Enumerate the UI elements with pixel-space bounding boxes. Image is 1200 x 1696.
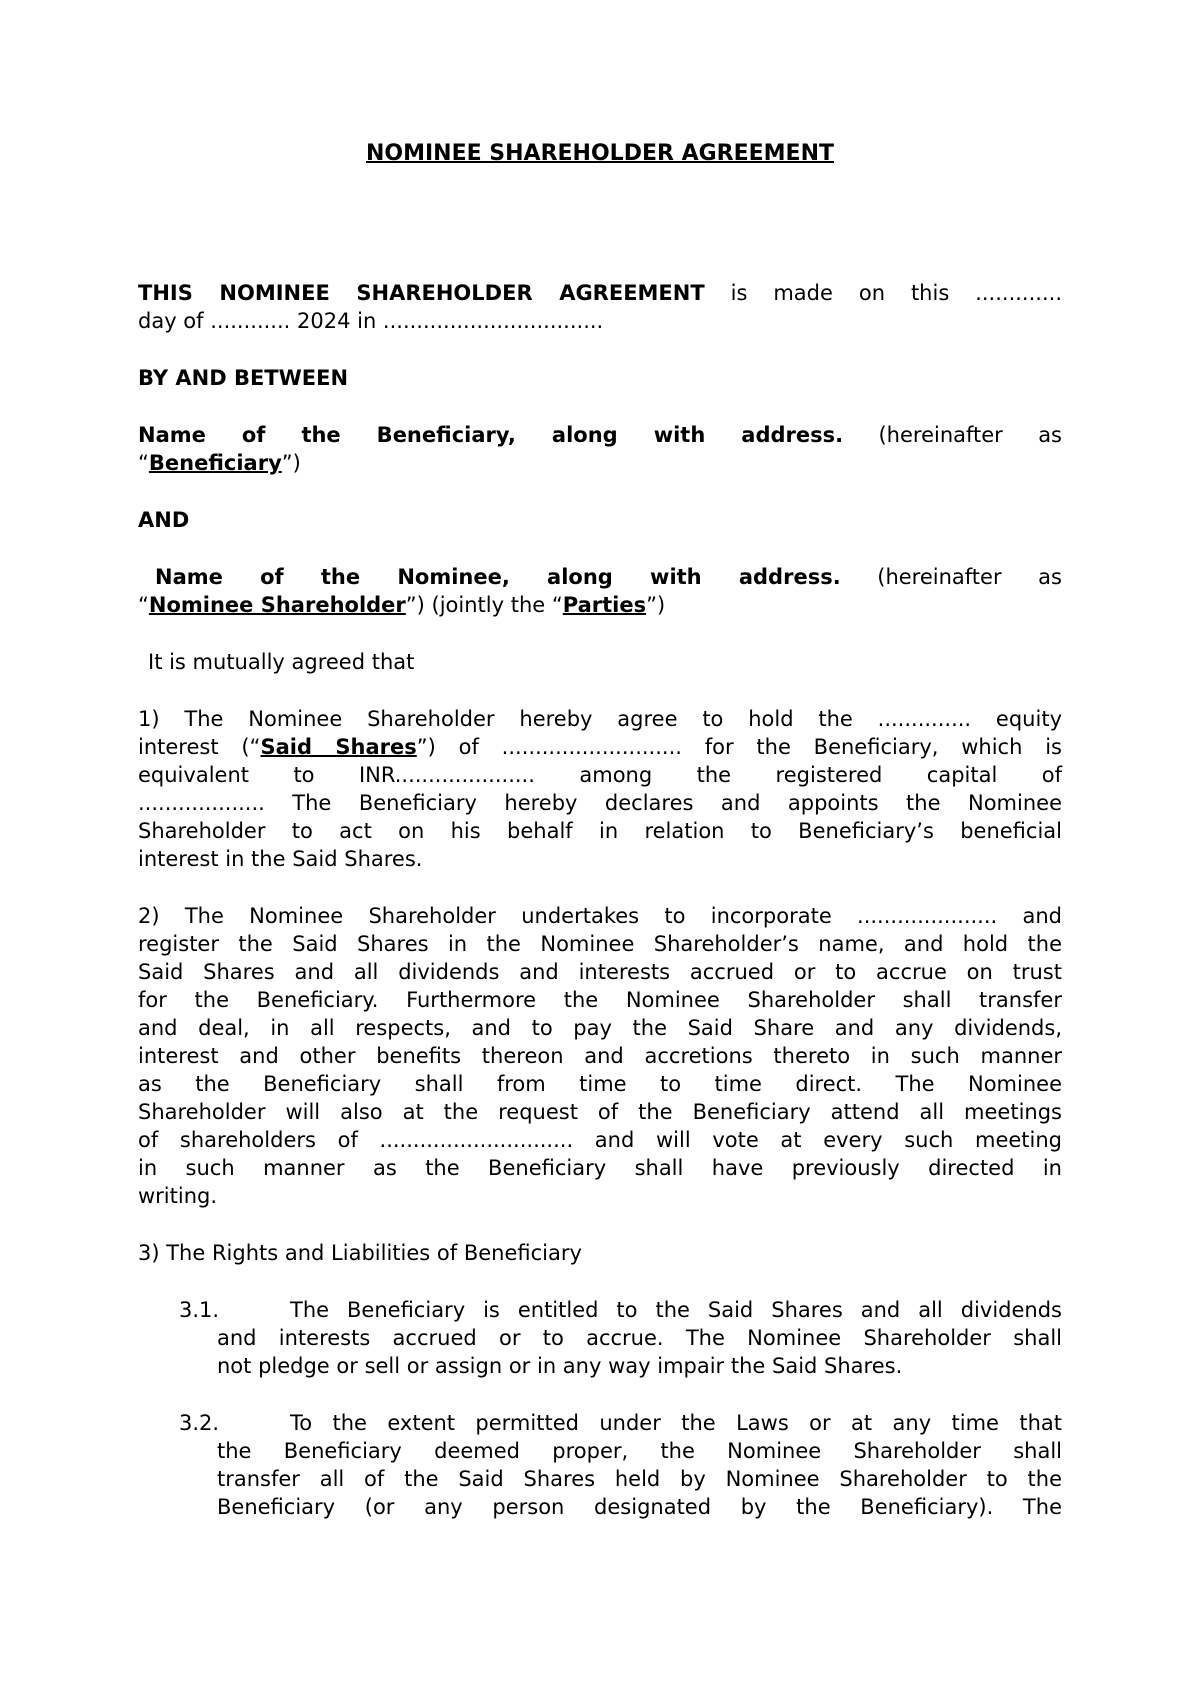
- by-and-between-heading: [138, 364, 1062, 392]
- text-line: [138, 817, 1062, 845]
- text-segment: (hereinafter as: [843, 423, 1062, 447]
- text-line: [138, 761, 1062, 789]
- text-segment: writing.: [138, 1184, 218, 1208]
- text-segment: interest in the Said Shares.: [138, 847, 423, 871]
- text-segment: 1) The Nominee Shareholder hereby agree to hold the .............. equity: [138, 707, 1062, 731]
- text-segment: The Beneficiary is entitled to the Said Shares and all dividends: [290, 1298, 1062, 1322]
- mutual-agreement-line: [138, 648, 1062, 676]
- text-line: [138, 1126, 1062, 1154]
- text-segment: Beneficiary (or any person designated by the Beneficiary). The: [217, 1495, 1062, 1519]
- nominee-party-paragraph: [138, 563, 1062, 619]
- text-segment: and deal, in all respects, and to pay the Said Share and any dividends,: [138, 1016, 1062, 1040]
- text-segment: transfer all of the Said Shares held by Nominee Shareholder to the: [217, 1467, 1062, 1491]
- text-segment: Shareholder to act on his behalf in relation to Beneficiary’s beneficial: [138, 819, 1062, 843]
- text-segment: BY AND BETWEEN: [138, 366, 349, 390]
- text-line: [138, 1042, 1062, 1070]
- text-line: [138, 1239, 1062, 1267]
- text-line: [138, 364, 1062, 392]
- beneficiary-party-paragraph: [138, 421, 1062, 477]
- text-segment: AND: [138, 508, 190, 532]
- text-segment: as the Beneficiary shall from time to time direct. The Nominee: [138, 1072, 1062, 1096]
- text-segment: ”) (jointly the “: [405, 593, 563, 617]
- text-segment: and interests accrued or to accrue. The Nominee Shareholder shall: [217, 1326, 1062, 1350]
- document-title: NOMINEE SHAREHOLDER AGREEMENT: [365, 141, 834, 166]
- text-segment: 2) The Nominee Shareholder undertakes to incorporate ..................... and: [138, 904, 1062, 928]
- clause-number: 3.2.: [179, 1411, 220, 1435]
- text-segment: register the Said Shares in the Nominee Shareholder’s name, and hold the: [138, 932, 1062, 956]
- text-line: [138, 449, 1062, 477]
- intro-paragraph: [138, 279, 1062, 335]
- text-line: [138, 1182, 1062, 1210]
- text-segment: Nominee Shareholder: [148, 593, 406, 617]
- text-segment: 3) The Rights and Liabilities of Beneficiary: [138, 1241, 582, 1265]
- text-segment: THIS NOMINEE SHAREHOLDER AGREEMENT: [138, 281, 705, 305]
- text-line: [138, 958, 1062, 986]
- text-line: [138, 1493, 1062, 1521]
- text-line: [138, 1465, 1062, 1493]
- text-segment: equivalent to INR..................... among the registered capital of: [138, 763, 1062, 787]
- text-line: [138, 986, 1062, 1014]
- text-line: [138, 930, 1062, 958]
- and-heading: [138, 506, 1062, 534]
- text-line: [138, 421, 1062, 449]
- text-segment: “: [138, 593, 149, 617]
- text-segment: Shareholder will also at the request of the Beneficiary attend all meetings: [138, 1100, 1062, 1124]
- text-line: [138, 563, 1062, 591]
- text-line: [138, 1014, 1062, 1042]
- text-line: [138, 1296, 1062, 1324]
- text-segment: To the extent permitted under the Laws or at any time that: [290, 1411, 1062, 1435]
- text-line: [138, 506, 1062, 534]
- text-segment: in such manner as the Beneficiary shall have previously directed in: [138, 1156, 1062, 1180]
- text-segment: Said Shares: [260, 735, 417, 759]
- text-line: [138, 1409, 1062, 1437]
- text-segment: ”) of ........................... for the Beneficiary, which is: [416, 735, 1062, 759]
- text-line: [138, 1154, 1062, 1182]
- text-line: [138, 1098, 1062, 1126]
- text-segment: day of ............ 2024 in .................................: [138, 309, 604, 333]
- text-segment: Parties: [562, 593, 647, 617]
- text-line: [138, 307, 1062, 335]
- text-segment: Beneficiary: [148, 451, 282, 475]
- clause-3-heading: [138, 1239, 1062, 1267]
- text-line: [138, 279, 1062, 307]
- document-body: [138, 279, 1062, 1521]
- clause-2-paragraph: [138, 902, 1062, 1210]
- text-segment: (hereinafter as: [840, 565, 1062, 589]
- text-segment: interest and other benefits thereon and accretions thereto in such manner: [138, 1044, 1062, 1068]
- text-segment: interest (“: [138, 735, 261, 759]
- text-segment: ”): [281, 451, 301, 475]
- text-segment: ................... The Beneficiary hereby declares and appoints the Nominee: [138, 791, 1062, 815]
- text-line: [138, 1437, 1062, 1465]
- clause-1-paragraph: [138, 705, 1062, 873]
- text-line: [138, 705, 1062, 733]
- text-segment: Said Shares and all dividends and interests accrued or to accrue on trust: [138, 960, 1062, 984]
- text-segment: for the Beneficiary. Furthermore the Nominee Shareholder shall transfer: [138, 988, 1062, 1012]
- text-line: [138, 1324, 1062, 1352]
- text-line: [138, 733, 1062, 761]
- text-segment: of shareholders of ............................. and will vote at every such meeting: [138, 1128, 1062, 1152]
- document-content: [138, 140, 1062, 1521]
- text-segment: the Beneficiary deemed proper, the Nominee Shareholder shall: [217, 1439, 1062, 1463]
- text-line: [138, 591, 1062, 619]
- text-line: [138, 1352, 1062, 1380]
- text-segment: is made on this .............: [704, 281, 1062, 305]
- text-segment: It is mutually agreed that: [148, 650, 415, 674]
- text-line: [138, 845, 1062, 873]
- text-segment: ”): [646, 593, 666, 617]
- text-segment: “: [138, 451, 149, 475]
- clause-3-1-paragraph: [138, 1296, 1062, 1380]
- text-segment: not pledge or sell or assign or in any way impair the Said Shares.: [217, 1354, 903, 1378]
- text-line: [138, 1070, 1062, 1098]
- text-line: [138, 789, 1062, 817]
- clause-3-2-paragraph: [138, 1409, 1062, 1521]
- clause-number: 3.1.: [179, 1298, 220, 1322]
- text-segment: Name of the Beneficiary, along with address.: [138, 423, 844, 447]
- text-line: [138, 902, 1062, 930]
- text-line: [138, 648, 1062, 676]
- text-segment: Name of the Nominee, along with address.: [155, 565, 841, 589]
